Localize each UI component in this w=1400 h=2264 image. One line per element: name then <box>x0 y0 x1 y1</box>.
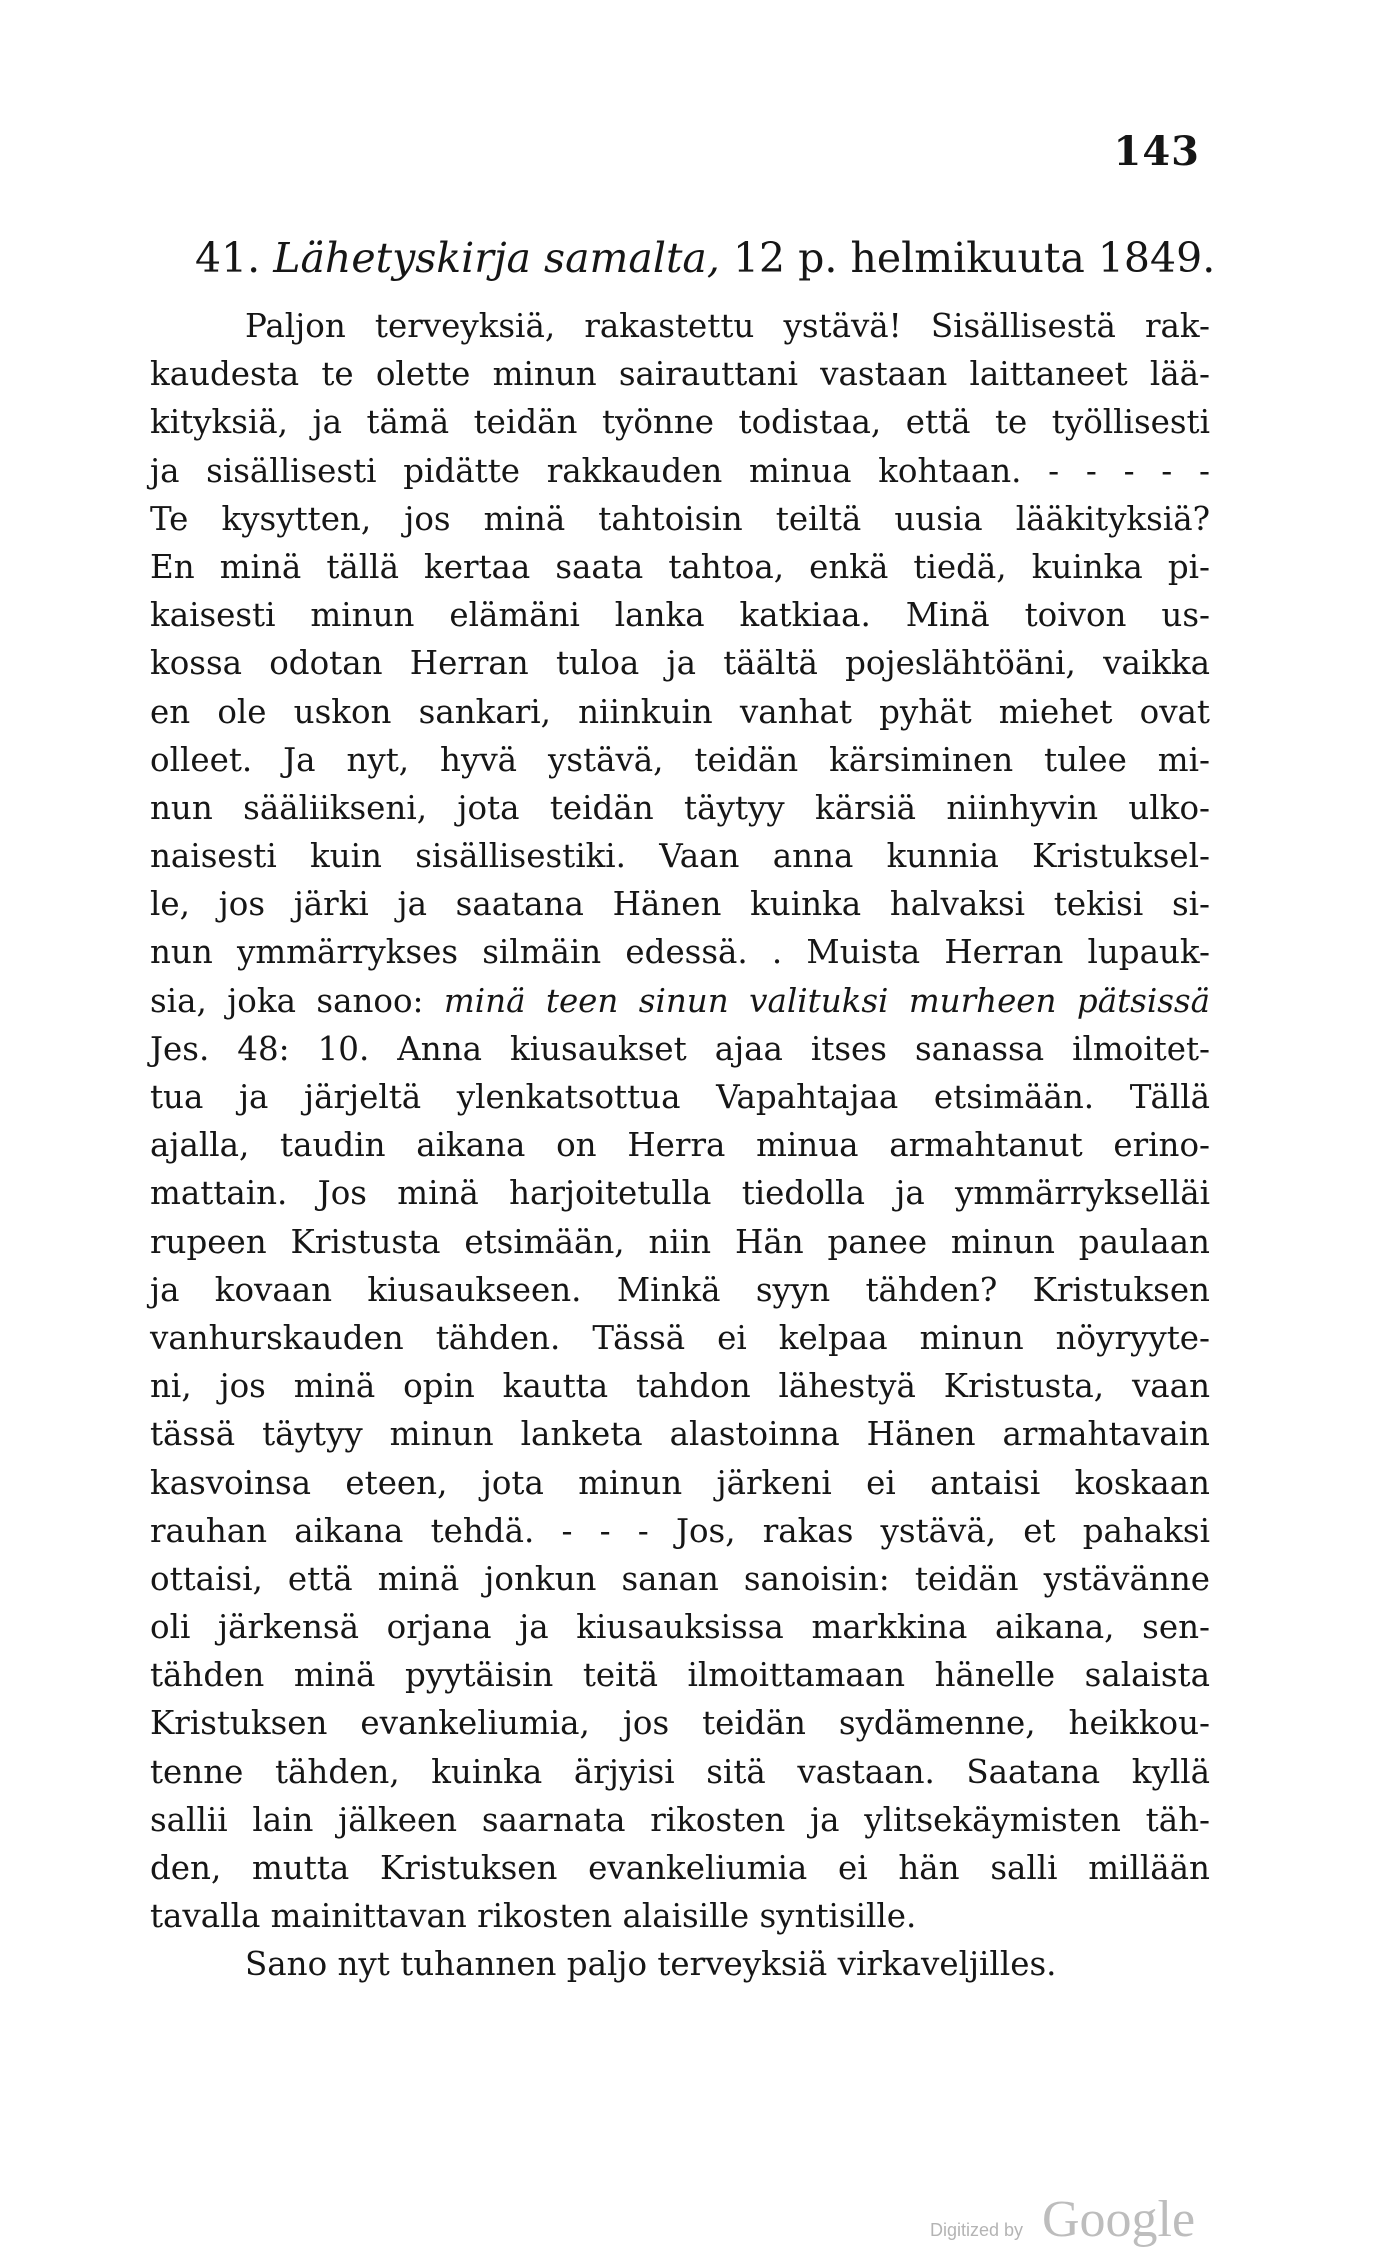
text-line <box>150 1699 1210 1747</box>
text-line <box>150 1025 1210 1073</box>
text-line <box>150 1603 1210 1651</box>
line-text: ajalla, taudin aikana on Herra minua armahtanut erino- <box>150 1126 1210 1165</box>
text-line <box>150 977 1210 1025</box>
letter-date: 12 p. helmikuuta 1849. <box>732 234 1216 282</box>
text-line <box>150 1314 1210 1362</box>
text-line <box>150 1507 1210 1555</box>
text-line <box>150 447 1210 495</box>
text-line <box>150 398 1210 446</box>
line-text: ottaisi, että minä jonkun sanan sanoisin: teidän ystävänne <box>150 1559 1210 1598</box>
letter-body <box>150 302 1210 1989</box>
page-number: 143 <box>1113 128 1200 175</box>
text-line <box>150 880 1210 928</box>
text-line <box>150 688 1210 736</box>
letter-heading <box>195 230 1215 286</box>
text-line <box>150 350 1210 398</box>
line-text: le, jos järki ja saatana Hänen kuinka halvaksi tekisi si- <box>150 885 1210 924</box>
line-text: mattain. Jos minä harjoitetulla tiedolla ja ymmärrykselläi <box>150 1174 1210 1213</box>
text-line <box>150 832 1210 880</box>
line-text: Sano nyt tuhannen paljo terveyksiä virkaveljilles. <box>245 1945 1057 1984</box>
text-line <box>150 1073 1210 1121</box>
line-text: kaisesti minun elämäni lanka katkiaa. Minä toivon us- <box>150 596 1210 635</box>
line-text: tässä täytyy minun lanketa alastoinna Hänen armahtavain <box>150 1415 1210 1454</box>
text-line <box>150 736 1210 784</box>
line-text: naisesti kuin sisällisestiki. Vaan anna kunnia Kristuksel- <box>150 837 1210 876</box>
line-text: sallii lain jälkeen saarnata rikosten ja ylitsekäymisten täh- <box>150 1800 1210 1839</box>
line-text: tua ja järjeltä ylenkatsottua Vapahtajaa etsimään. Tällä <box>150 1078 1210 1116</box>
line-text: Paljon terveyksiä, rakastettu ystävä! Sisällisestä rak- <box>245 307 1210 345</box>
line-text: tavalla mainittavan rikosten alaisille syntisille. <box>150 1897 917 1936</box>
text-line <box>150 1748 1210 1796</box>
line-text: Jes. 48: 10. Anna kiusaukset ajaa itses sanassa ilmoitet- <box>150 1029 1210 1068</box>
letter-title: Lähetyskirja samalta, <box>273 234 720 282</box>
text-line <box>150 928 1210 976</box>
line-text: Kristuksen evankeliumia, jos teidän sydämenne, heikkou- <box>150 1704 1210 1743</box>
line-text: oli järkensä orjana ja kiusauksissa markkina aikana, sen- <box>150 1608 1210 1647</box>
line-text: ja sisällisesti pidätte rakkauden minua kohtaan. - - - - - <box>150 451 1210 490</box>
text-line <box>150 1892 1210 1940</box>
line-text: En minä tällä kertaa saata tahtoa, enkä tiedä, kuinka pi- <box>150 547 1210 586</box>
text-line <box>150 1266 1210 1314</box>
bible-quote: minä teen sinun valituksi murheen pätsissä <box>443 981 1210 1020</box>
line-text: rauhan aikana tehdä. - - - Jos, rakas ystävä, et pahaksi <box>150 1511 1210 1550</box>
line-text: nun ymmärrykses silmäin edessä. . Muista Herran lupauk- <box>150 933 1210 972</box>
text-line <box>150 1844 1210 1892</box>
line-text: ni, jos minä opin kautta tahdon lähestyä Kristusta, vaan <box>150 1367 1210 1406</box>
line-text: sia, joka sanoo: <box>150 981 424 1020</box>
line-text: kityksiä, ja tämä teidän työnne todistaa, että te työllisesti <box>150 403 1210 442</box>
digitized-by-label: Digitized by <box>930 2220 1024 2240</box>
line-text: rupeen Kristusta etsimään, niin Hän panee minun paulaan <box>150 1222 1210 1261</box>
letter-number: 41. <box>195 234 261 282</box>
text-line <box>150 1940 1210 1988</box>
text-line <box>150 543 1210 591</box>
text-line <box>150 591 1210 639</box>
text-line <box>150 1362 1210 1410</box>
text-line <box>150 784 1210 832</box>
line-text: vanhurskauden tähden. Tässä ei kelpaa minun nöyryyte- <box>150 1318 1210 1357</box>
google-logo: Google <box>1042 2191 1196 2248</box>
text-line <box>150 495 1210 543</box>
text-line <box>150 639 1210 687</box>
text-line <box>150 1410 1210 1458</box>
line-text: den, mutta Kristuksen evankeliumia ei hän salli millään <box>150 1849 1210 1887</box>
line-text: kossa odotan Herran tuloa ja täältä pojeslähtöäni, vaikka <box>150 644 1210 683</box>
digitization-watermark <box>920 2190 1220 2250</box>
text-line <box>150 1121 1210 1169</box>
line-text: ja kovaan kiusaukseen. Minkä syyn tähden? Kristuksen <box>150 1270 1210 1309</box>
text-line <box>150 1218 1210 1266</box>
line-text: Te kysytten, jos minä tahtoisin teiltä uusia lääkityksiä? <box>150 499 1210 538</box>
line-text: kaudesta te olette minun sairauttani vastaan laittaneet lää- <box>150 355 1210 394</box>
text-line <box>150 1555 1210 1603</box>
line-text: nun sääliikseni, jota teidän täytyy kärsiä niinhyvin ulko- <box>150 788 1210 827</box>
line-text: tähden minä pyytäisin teitä ilmoittamaan hänelle salaista <box>150 1656 1210 1695</box>
line-text: tenne tähden, kuinka ärjyisi sitä vastaan. Saatana kyllä <box>150 1752 1210 1791</box>
line-text: en ole uskon sankari, niinkuin vanhat pyhät miehet ovat <box>150 692 1210 731</box>
line-text: kasvoinsa eteen, jota minun järkeni ei antaisi koskaan <box>150 1463 1210 1502</box>
text-line <box>150 1651 1210 1699</box>
text-line <box>150 1459 1210 1507</box>
text-line <box>150 1169 1210 1217</box>
text-line <box>150 302 1210 350</box>
line-text: olleet. Ja nyt, hyvä ystävä, teidän kärsiminen tulee mi- <box>150 740 1210 779</box>
text-line <box>150 1796 1210 1844</box>
